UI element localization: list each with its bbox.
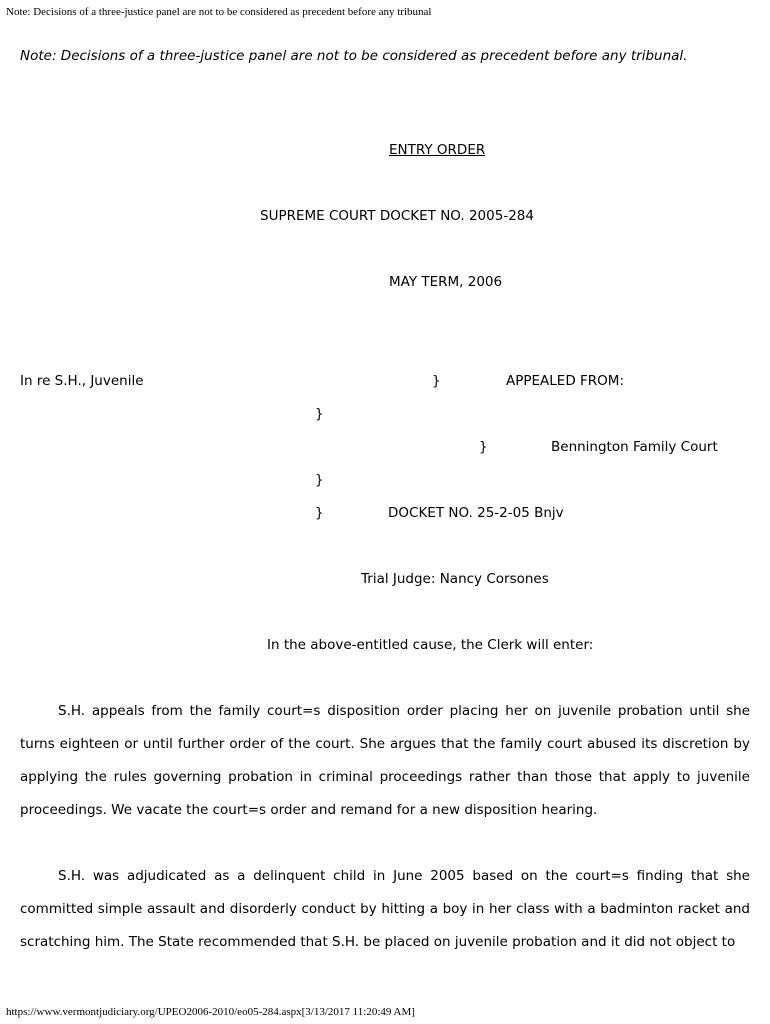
caption-brace: } [432,373,441,389]
caption-lower-docket: DOCKET NO. 25-2-05 Bnjv [388,505,564,521]
caption-brace: } [315,472,324,488]
browser-print-footer: https://www.vermontjudiciary.org/UPEO2006-2010/eo05-284.aspx[3/13/2017 11:20:49 AM] [6,1006,415,1018]
precedent-note: Note: Decisions of a three-justice panel are not to be considered as precedent before any tribunal. [20,48,688,64]
court-term: MAY TERM, 2006 [389,274,503,290]
supreme-court-docket: SUPREME COURT DOCKET NO. 2005-284 [260,208,534,224]
clerk-entry-line: In the above-entitled cause, the Clerk will enter: [267,637,594,653]
caption-court: Bennington Family Court [551,439,718,455]
page-title: ENTRY ORDER [389,142,486,158]
caption-brace: } [315,406,324,422]
order-paragraph-text: S.H. was adjudicated as a delinquent child in June 2005 based on the court=s finding that she committed simple assault and disorderly conduct by hitting a boy in her class with a badminton racket and scratching him. The State recommended that S.H. be placed on juvenile probation and it did not object to [20,868,750,950]
order-paragraph-text: S.H. appeals from the family court=s disposition order placing her on juvenile probation until she turns eighteen or until further order of the court. She argues that the family court abused its discretion by applying the rules governing probation in criminal proceedings rather than those that apply to juvenile proceedings. We vacate the court=s order and remand for a new disposition hearing. [20,703,750,818]
caption-appealed-from: APPEALED FROM: [506,373,624,389]
trial-judge: Trial Judge: Nancy Corsones [361,571,549,587]
order-paragraph [20,860,750,959]
caption-brace: } [479,439,488,455]
browser-print-header: Note: Decisions of a three-justice panel are not to be considered as precedent before any tribunal [6,6,432,18]
caption-party: In re S.H., Juvenile [20,373,144,389]
order-paragraph [20,695,750,827]
caption-brace: } [315,505,324,521]
